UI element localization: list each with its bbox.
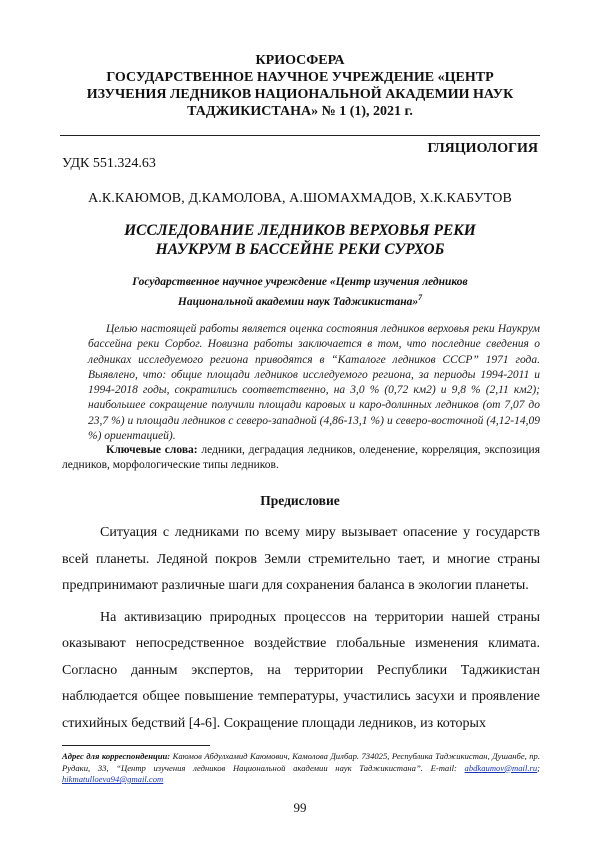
footnote-text: Каюмов Абдулхамид Каюмович, Камолова Дилбар. 734025, Республика Таджикистан, Душанбе, пр. Рудаки, 33, “Центр изучения ледников Национальной академии наук Таджикистана”. E-mail: xyxy=(62,751,540,773)
udc-code: УДК 551.324.63 xyxy=(62,156,156,171)
keywords xyxy=(62,443,540,473)
article-title-line: НАУКРУМ В БАССЕЙНЕ РЕКИ СУРХОБ xyxy=(155,241,445,258)
footnote-label: Адрес для корреспонденции: xyxy=(62,751,171,761)
page-number: 99 xyxy=(293,800,307,815)
footnote-mark: 7 xyxy=(418,293,423,302)
keywords-label: Ключевые слова: xyxy=(106,444,198,456)
journal-header xyxy=(60,52,540,120)
affiliation-line xyxy=(60,290,540,310)
paragraph: Ситуация с ледниками по всему миру вызывает опасение у государств всей планеты. Ледяной покров Земли стремительно тает, и многие страны предпринимают различные шаги для сохранения баланса в экологии планеты. xyxy=(62,525,540,593)
preface-heading: Предисловие xyxy=(260,493,340,508)
keywords-text: ледники, деградация ледников, оледенение, корреляция, экспозиция ледников, морфологические типы ледников. xyxy=(62,444,540,471)
email-link[interactable]: hikmatulloeva94@gmail.com xyxy=(62,774,164,784)
authors-line: А.К.КАЮМОВ, Д.КАМОЛОВА, А.ШОМАХМАДОВ, Х.К.КАБУТОВ xyxy=(88,191,512,206)
abstract: Целью настоящей работы является оценка состояния ледников верховья реки Наукрум бассейна реки Сорбог. Новизна работы заключается в том, что последние сведения о ледниках исследуемого региона приводятся в “Каталоге ледников СССР” 1971 года. Выявлено, что: общие площади ледников исследуемого региона, за периоды 1994-2011 и 1994-2018 годы, сократились соответственно, на 3,0 % (0,72 км2) и 9,8 % (2,11 км2); наибольшее сокращение получили площади каровых и каро-долинных ледников (от 7,07 до 23,7 %) и площади ледников с северо-западной (4,86-13,1 %) и северо-восточной (4,12-14,09 %) ориентацией). xyxy=(88,323,540,443)
affiliation-line-text: Национальной академии наук Таджикистана» xyxy=(177,295,419,308)
footnote xyxy=(62,751,540,786)
journal-title-line: ТАДЖИКИСТАНА» № 1 (1), 2021 г. xyxy=(187,104,413,119)
affiliation-line: Государственное научное учреждение «Центр изучения ледников xyxy=(132,276,468,288)
journal-title-line: ГОСУДАРСТВЕННОЕ НАУЧНОЕ УЧРЕЖДЕНИЕ «ЦЕНТР xyxy=(106,70,494,85)
paragraph: На активизацию природных процессов на территории нашей страны оказывают непосредственное воздействие глобальные изменения климата. Согласно данным экспертов, на территории Республики Таджикистан наблюдается общее повышение температуры, участились засухи и проявление стихийных бедствий [4-6]. Сокращение площади ледников, из которых xyxy=(62,609,540,731)
journal-title-line: КРИОСФЕРА xyxy=(255,53,345,68)
article-title xyxy=(60,221,540,259)
email-link[interactable]: abdkaumov@mail.ru xyxy=(464,762,538,773)
journal-title-line: ИЗУЧЕНИЯ ЛЕДНИКОВ НАЦИОНАЛЬНОЙ АКАДЕМИИ НАУК xyxy=(86,87,514,102)
footnote-separator: ; xyxy=(537,762,540,773)
article-title-line: ИССЛЕДОВАНИЕ ЛЕДНИКОВ ВЕРХОВЬЯ РЕКИ xyxy=(124,222,476,239)
section-label: ГЛЯЦИОЛОГИЯ xyxy=(427,141,538,156)
footnote-rule xyxy=(62,745,210,746)
header-rule xyxy=(60,135,540,136)
affiliation xyxy=(60,275,540,310)
body-text xyxy=(62,520,540,737)
